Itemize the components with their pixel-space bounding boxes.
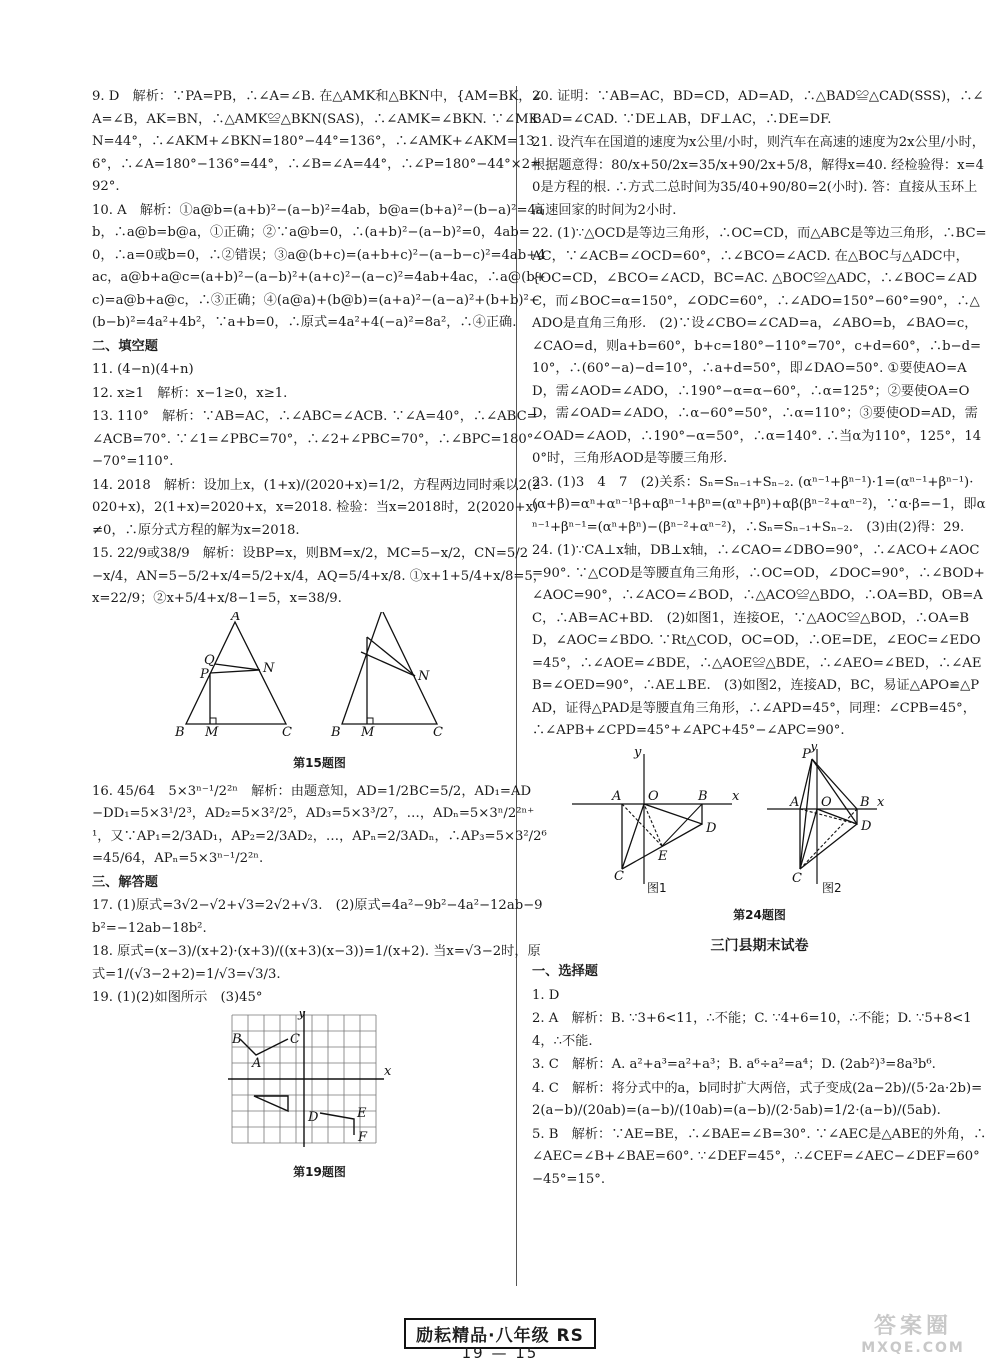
svg-text:M: M: [205, 724, 219, 740]
answer-q22: 22. (1)∵△OCD是等边三角形，∴OC=CD，而△ABC是等边三角形，∴BC=AC，∵∠ACB=∠OCD=60°，∴∠BCO=∠ACD. 在△BOC与△ADC中，{OC=CD，∠BCO=∠ACD，BC=AC. △BOC≌△ADC，∴∠BOC=∠ADC，而∠BOC=α=150°，∠ODC=60°，∴∠ADO=150°−60°=90°，∴△ADO是直角三角形. (2)∵设∠CBO=∠CAD=a，∠ABO=b，∠BAO=c，∠CAO=d，则a+b=60°，b+c=180°−110°=70°，c+d=60°，∴b−d=10°，∴(60°−a)−d=10°，∴a+d=50°，即∠DAO=50°. ①要使AO=AD，需∠AOD=∠ADO，∴190°−α=α−60°，∴α=125°；②要使OA=OD，需∠OAD=∠ADO，∴α−60°=50°，∴α=110°；③要使OD=AD，需∠OAD=∠AOD，∴190°−α=50°，∴α=140°. ∴当α为110°，125°，140°时，三角形AOD是等腰三角形.: [532, 226, 987, 466]
svg-text:A: A: [252, 1055, 262, 1071]
svg-text:y: y: [634, 744, 642, 760]
svg-text:N: N: [418, 668, 430, 684]
figure-15-left-triangle: [174, 612, 292, 740]
figure-15-caption: 第15题图: [293, 756, 346, 770]
svg-text:x: x: [384, 1063, 392, 1079]
svg-text:C: C: [792, 870, 802, 886]
answer-q19: 19. (1)(2)如图所示 (3)45°: [92, 990, 263, 1005]
figure-15: [92, 612, 547, 742]
watermark-line-1: 答案圈: [873, 1314, 952, 1339]
svg-text:N: N: [263, 660, 275, 676]
svg-text:P: P: [802, 746, 811, 762]
answer-q24: 24. (1)∵CA⊥x轴，DB⊥x轴，∴∠CAO=∠DBO=90°，∴∠ACO+∠AOC=90°. ∵△COD是等腰直角三角形，∴OC=OD，∠DOC=90°，∴∠BOD+∠AOC=90°，∴∠ACO=∠BOD，∴△ACO≌△BDO，∴OA=BD，OB=AC，∴AB=AC+BD. (2)如图1，连接OE，∵△AOC≌△BOD，∴OA=BD，∠AOC=∠BDO. ∵Rt△COD，OC=OD，∴OE=DE，∠EOC=∠EDO=45°，∴∠AOE=∠BDE，∴△AOE≌△BDE，∴∠AEO=∠BED，∴∠AEB=∠OED=90°，∴AE⊥BE. (3)如图2，连接AD，BC，易证△APO≌△PAD，证得△PAD是等腰直角三角形，∴∠APD=45°，同理：∠CPB=45°，∴∠APB+∠CPD=45°+∠APC+45°−∠APC=90°.: [532, 543, 985, 738]
svg-text:y: y: [298, 1010, 306, 1021]
svg-text:D: D: [861, 818, 872, 834]
svg-text:D: D: [308, 1109, 319, 1125]
answer-q23: 23. (1)3 4 7 (2)关系：Sₙ=Sₙ₋₁+Sₙ₋₂. (αⁿ⁻¹+βⁿ⁻¹)·1=(αⁿ⁻¹+βⁿ⁻¹)·(α+β)=αⁿ+αⁿ⁻¹β+αβⁿ⁻¹+βⁿ=(αⁿ+βⁿ)+αβ(βⁿ⁻²+αⁿ⁻²)，∵α·β=−1，即αⁿ⁻¹+βⁿ⁻¹=(αⁿ+βⁿ)−(βⁿ⁻²+αⁿ⁻²)，∴Sₙ=Sₙ₋₁+Sₙ₋₂. (3)由(2)得：29.: [532, 474, 986, 535]
figure-24-label-1: 图1: [647, 880, 667, 894]
answer-q11: 11. (4−n)(4+n): [92, 362, 194, 377]
svg-text:O: O: [821, 794, 832, 810]
svg-text:A: A: [612, 788, 622, 804]
answer-q16: 16. 45/64 5×3ⁿ⁻¹/2²ⁿ 解析：由题意知，AD=1/2BC=5/2，AD₁=AD−DD₁=5×3¹/2³，AD₂=5×3²/2⁵，AD₃=5×3³/2⁷，…，ADₙ=5×3ⁿ/2²ⁿ⁺¹，又∵AP₁=2/3AD₁，AP₂=2/3AD₂，…，APₙ=2/3ADₙ，∴AP₃=5×3²/2⁶=45/64，APₙ=5×3ⁿ⁻¹/2²ⁿ.: [92, 783, 547, 866]
svg-text:C: C: [282, 724, 292, 740]
left-column: [92, 86, 547, 1190]
svg-text:A: A: [790, 794, 800, 810]
figure-24: [532, 744, 987, 894]
svg-text:B: B: [331, 724, 341, 740]
svg-text:C: C: [290, 1031, 300, 1047]
svg-text:A: A: [231, 611, 241, 624]
answer-q21: 21. 设汽车在国道的速度为x公里/小时，则汽车在高速的速度为2x公里/小时，根据题意得：80/x+50/2x=35/x+90/2x+5/8，解得x=40. 经检验得：x=40是方程的根. ∴方式二总时间为35/40+90/80=2(小时). 答：直接从玉环上高速回家的时间为2小时.: [532, 135, 985, 218]
answer-r4: 4. C 解析：将分式中的a，b同时扩大两倍，式子变成(2a−2b)/(5·2a·2b)=2(a−b)/(20ab)=(a−b)/(10ab)=(a−b)/(2·5ab)=1/2·(a−b)/(5ab).: [532, 1080, 983, 1118]
answer-q17: 17. (1)原式=3√2−√2+√3=2√2+√3. (2)原式=4a²−9b²−4a²−12ab−9b²=−12ab−18b².: [92, 898, 543, 936]
answer-r2: 2. A 解析：B. ∵3+6<11，∴不能；C. ∵4+6=10，∴不能；D. ∵5+8<14，∴不能.: [532, 1011, 972, 1049]
answer-q14: 14. 2018 解析：设加上x，(1+x)/(2020+x)=1/2，方程两边同时乘以2(2020+x)，2(1+x)=2020+x，x=2018. 检验：当x=2018时，2(2020+x)≠0，∴原分式方程的解为x=2018.: [92, 477, 541, 538]
svg-text:x: x: [732, 788, 740, 804]
figure-24-caption: 第24题图: [733, 908, 786, 922]
figure-19-caption: 第19题图: [293, 1165, 346, 1179]
answer-r1: 1. D: [532, 987, 560, 1003]
watermark: [838, 1309, 988, 1359]
svg-text:M: M: [361, 724, 375, 740]
svg-text:E: E: [357, 1105, 367, 1121]
exam-title: 三门县期末试卷: [710, 937, 809, 954]
answer-q18: 18. 原式=(x−3)/(x+2)·(x+3)/((x+3)(x−3))=1/(x+2). 当x=√3−2时，原式=1/(√3−2+2)=1/√3=√3/3.: [92, 944, 541, 982]
svg-text:B: B: [175, 724, 185, 740]
answer-q13: 13. 110° 解析：∵AB=AC，∴∠ABC=∠ACB. ∵∠A=40°，∴∠ABC=∠ACB=70°. ∵∠1=∠PBC=70°，∴∠2+∠PBC=70°，∴∠BPC=180°−70°=110°.: [92, 409, 538, 469]
answer-q10: 10. A 解析：①a@b=(a+b)²−(a−b)²=4ab，b@a=(b+a)²−(b−a)²=4ab，∴a@b=b@a，①正确；②∵a@b=0，∴(a+b)²−(a−b)²=0，4ab=0，∴a=0或b=0，∴②错误；③a@(b+c)=(a+b+c)²−(a−b−c)²=4ab+4ac，a@b+a@c=(a+b)²−(a−b)²+(a+c)²−(a−c)²=4ab+4ac，∴a@(b+c)=a@b+a@c，∴③正确；④(a@a)+(b@b)=(a+a)²−(a−a)²+(b+b)²−(b−b)²=4a²+4b²，∵a+b=0，∴原式=4a²+4(−a)²=8a²，∴④正确.: [92, 202, 546, 330]
section-multiple-choice: 一、选择题: [532, 964, 598, 979]
svg-text:B: B: [860, 794, 870, 810]
footer-brand: 励耘精品·八年级 RS: [404, 1318, 596, 1349]
figure-19-grid: [92, 1011, 547, 1151]
svg-text:y: y: [810, 743, 818, 754]
answer-q12: 12. x≥1 解析：x−1≥0，x≥1.: [92, 385, 288, 401]
svg-text:F: F: [358, 1129, 368, 1145]
svg-text:Q: Q: [204, 652, 215, 668]
figure-24-label-2: 图2: [822, 880, 842, 894]
svg-text:B: B: [698, 788, 708, 804]
svg-text:O: O: [648, 788, 659, 804]
figure-15-right-triangle: [330, 612, 443, 740]
svg-text:E: E: [658, 848, 668, 864]
answer-r5: 5. B 解析：∵AE=BE，∴∠BAE=∠B=30°. ∵∠AEC是△ABE的外角，∴∠AEC=∠B+∠BAE=60°. ∵∠DEF=45°，∴∠CEF=∠AEC−∠DEF=60°−45°=15°.: [532, 1126, 987, 1187]
answer-q15: 15. 22/9或38/9 解析：设BP=x，则BM=x/2，MC=5−x/2，CN=5/2−x/4，AN=5−5/2+x/4=5/2+x/4，AQ=5/4+x/8. ①x+1+5/4+x/8=5，x=22/9；②x+5/4+x/8−1=5，x=38/9.: [92, 546, 546, 606]
svg-text:C: C: [433, 724, 443, 740]
right-column: [532, 86, 987, 1192]
figure-24-diagram-1: [572, 745, 740, 884]
answer-q20: 20. 证明：∵AB=AC，BD=CD，AD=AD，∴△BAD≌△CAD(SSS)，∴∠BAD=∠CAD. ∵DE⊥AB，DF⊥AC，∴DE=DF.: [532, 89, 984, 127]
svg-text:P: P: [200, 666, 209, 682]
section-fill-in: 二、填空题: [92, 338, 158, 354]
svg-text:C: C: [614, 868, 624, 884]
svg-text:D: D: [706, 820, 717, 836]
figure-24-diagram-2: [767, 744, 885, 886]
answer-q9: 9. D 解析：∵PA=PB，∴∠A=∠B. 在△AMK和△BKN中，{AM=BK，∠A=∠B，AK=BN，∴△AMK≌△BKN(SAS)，∴∠AMK=∠BKN. ∵∠MKN=44°，∴∠AKM+∠BKN=180°−44°=136°，∴∠AMK+∠AKM=136°，∴∠A=180°−136°=44°，∴∠B=∠A=44°，∴∠P=180°−44°×2=92°.: [92, 89, 543, 194]
svg-text:B: B: [232, 1031, 242, 1047]
svg-text:x: x: [877, 794, 885, 810]
page-number: 19 — 15: [461, 1344, 539, 1362]
section-solutions: 三、解答题: [92, 874, 158, 890]
watermark-line-2: MXQE.COM: [861, 1340, 965, 1356]
answer-r3: 3. C 解析：A. a²+a³=a²+a³；B. a⁶÷a²=a⁴；D. (2ab²)³=8a³b⁶.: [532, 1057, 936, 1072]
